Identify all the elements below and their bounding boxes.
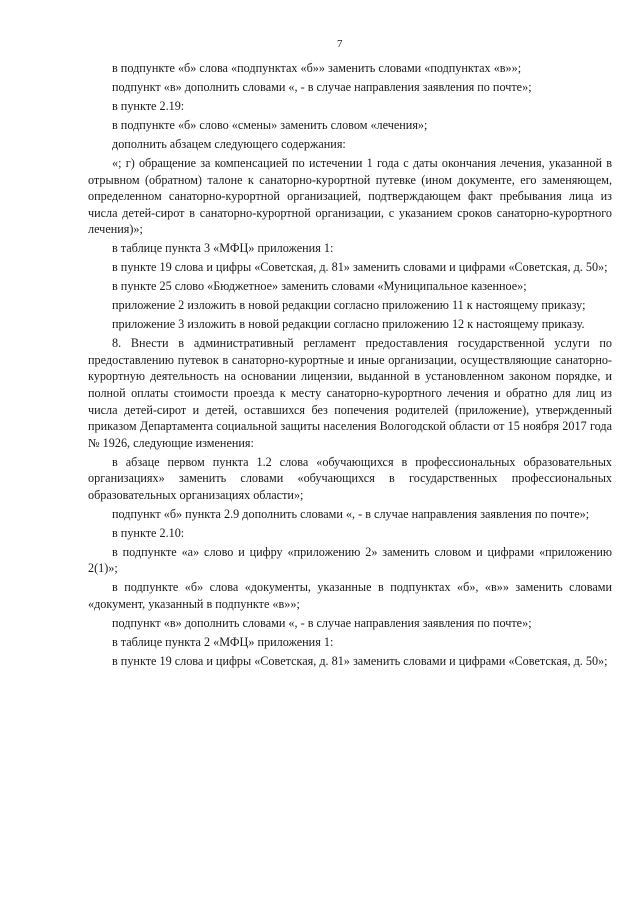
paragraph: в пункте 2.19: — [112, 98, 185, 113]
paragraph: в подпункте «б» слова «подпунктах «б»» заменить словами «подпунктах «в»»; — [112, 61, 522, 75]
paragraph: в пункте 2.10: — [112, 525, 185, 540]
paragraph: «; г) обращение за компенсацией по истечении 1 года с даты окончания лечения, указанной в отрывном (обратном) талоне к санаторно-курортной путевке (ином документе, его заменяющем, определенном санаторно-курортной организацией, подтверждающем факт пребывания лица из числа детей-сирот в санаторно-курортной организации, с указанием сроков санаторно-курортного лечения)»; — [88, 155, 612, 237]
paragraph: в подпункте «б» слово «смены» заменить словом «лечения»; — [112, 117, 428, 132]
paragraph: в таблице пункта 3 «МФЦ» приложения 1: — [112, 241, 334, 256]
paragraph: подпункт «в» дополнить словами «, - в случае направления заявления по почте»; — [112, 616, 532, 631]
paragraph: в подпункте «а» слово и цифру «приложению 2» заменить словом и цифрами «приложению 2(1)»; — [88, 544, 612, 576]
paragraph: подпункт «в» дополнить словами «, - в случае направления заявления по почте»; — [112, 79, 532, 94]
paragraph: приложение 2 изложить в новой редакции согласно приложению 11 к настоящему приказу; — [112, 298, 586, 313]
paragraph: в пункте 19 слова и цифры «Советская, д. 81» заменить словами и цифрами «Советская, д. 50»; — [112, 654, 608, 669]
paragraph: 8. Внести в административный регламент предоставления государственной услуги по предоставлению путевок в санаторно-курортные и иные организации, осуществляющие санаторно-курортную деятельность на основании лицензии, выданной в установленном законом порядке, и полной оплаты стоимости проезда к месту санаторно-курортного лечения и обратно для лиц из числа детей-сирот и детей, оставшихся без попечения родителей (приложение), утвержденный приказом Департамента социальной защиты населения Вологодской области от 15 ноября 2017 года № 1926, следующие изменения: — [88, 336, 612, 450]
document-body — [88, 60, 612, 672]
paragraph: в пункте 25 слово «Бюджетное» заменить словами «Муниципальное казенное»; — [112, 279, 527, 294]
paragraph: в подпункте «б» слова «документы, указанные в подпунктах «б», «в»» заменить словами «документ, указанный в подпункте «в»»; — [88, 580, 612, 612]
paragraph: в таблице пункта 2 «МФЦ» приложения 1: — [112, 635, 334, 650]
paragraph: подпункт «б» пункта 2.9 дополнить словами «, - в случае направления заявления по почте»; — [112, 506, 590, 521]
paragraph: в абзаце первом пункта 1.2 слова «обучающихся в профессиональных образовательных организациях» заменить словами «обучающихся в государственных профессиональных образовательных организациях области»; — [88, 454, 612, 502]
paragraph: в пункте 19 слова и цифры «Советская, д. 81» заменить словами и цифрами «Советская, д. 50»; — [112, 260, 608, 275]
paragraph: дополнить абзацем следующего содержания: — [112, 136, 346, 151]
paragraph: приложение 3 изложить в новой редакции согласно приложению 12 к настоящему приказу. — [112, 317, 585, 332]
page-number: 7 — [337, 38, 343, 50]
